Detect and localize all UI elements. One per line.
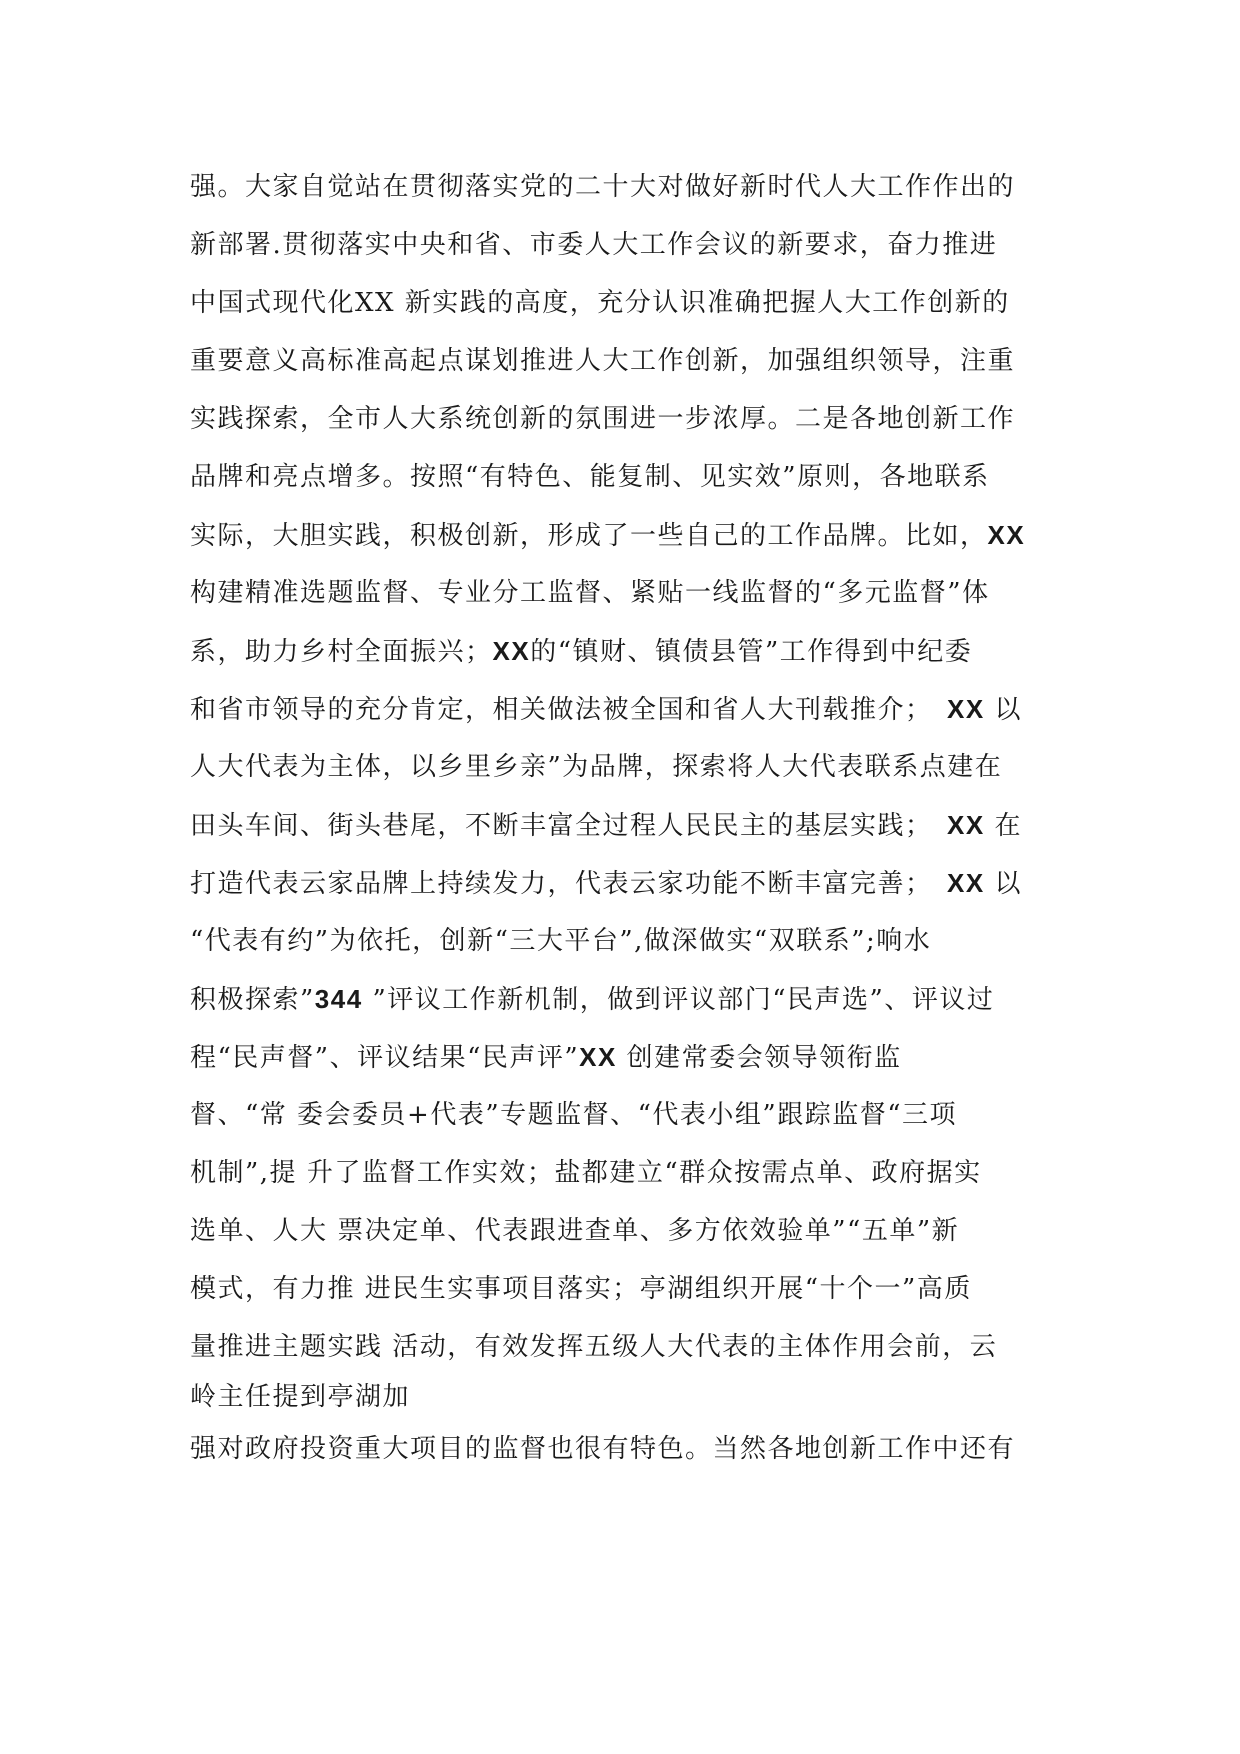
text-line: 强。大家自觉站在贯彻落实党的二十大对做好新时代人大工作作出的 xyxy=(190,172,1016,202)
text-line: 量推进主题实践 活动，有效发挥五级人大代表的主体作用会前，云 xyxy=(190,1332,998,1362)
text-line: 实践探索，全市人大系统创新的氛围进一步浓厚。二是各地创新工作 xyxy=(190,404,1016,434)
text-line: 系，助力乡村全面振兴；XX的“镇财、镇债县管”工作得到中纪委 xyxy=(190,636,973,667)
text-line: 督、“常 委会委员+代表”专题监督、“代表小组”跟踪监督“三项 xyxy=(190,1100,958,1130)
text-line: 重要意义高标准高起点谋划推进人大工作创新，加强组织领导，注重 xyxy=(190,346,1016,376)
text-line: 新部署.贯彻落实中央和省、市委人大工作会议的新要求，奋力推进 xyxy=(190,230,998,260)
text-line: “代表有约”为依托，创新“三大平台”,做深做实“双联系”;响水 xyxy=(190,926,932,956)
text-line: 人大代表为主体，以乡里乡亲”为品牌，探索将人大代表联系点建在 xyxy=(190,752,1003,782)
text-line: 和省市领导的充分肯定，相关做法被全国和省人大刊载推介； XX 以 xyxy=(190,694,1022,725)
text-line: 强对政府投资重大项目的监督也很有特色。当然各地创新工作中还有 xyxy=(190,1434,1016,1464)
text-line: 构建精准选题监督、专业分工监督、紧贴一线监督的“多元监督”体 xyxy=(190,578,990,608)
text-line: 机制”,提 升了监督工作实效；盐都建立“群众按需点单、政府据实 xyxy=(190,1158,982,1188)
text-line: 田头车间、街头巷尾，不断丰富全过程人民民主的基层实践； XX 在 xyxy=(190,810,1022,841)
text-line: 积极探索”344 ”评议工作新机制，做到评议部门“民声选”、评议过 xyxy=(190,984,995,1015)
text-line: 选单、人大 票决定单、代表跟进查单、多方依效验单”“五单”新 xyxy=(190,1216,960,1246)
text-line: 程“民声督”、评议结果“民声评”XX 创建常委会领导领衔监 xyxy=(190,1042,902,1073)
text-line: 岭主任提到亭湖加 xyxy=(190,1382,411,1412)
text-line: 打造代表云家品牌上持续发力，代表云家功能不断丰富完善； XX 以 xyxy=(190,868,1022,899)
text-line: 实际，大胆实践，积极创新，形成了一些自己的工作品牌。比如，XX xyxy=(190,520,1026,551)
text-line: 中国式现代化XX 新实践的高度，充分认识准确把握人大工作创新的 xyxy=(190,288,1010,318)
text-line: 模式，有力推 进民生实事项目落实；亭湖组织开展“十个一”高质 xyxy=(190,1274,972,1304)
text-line: 品牌和亮点增多。按照“有特色、能复制、见实效”原则，各地联系 xyxy=(190,462,990,492)
